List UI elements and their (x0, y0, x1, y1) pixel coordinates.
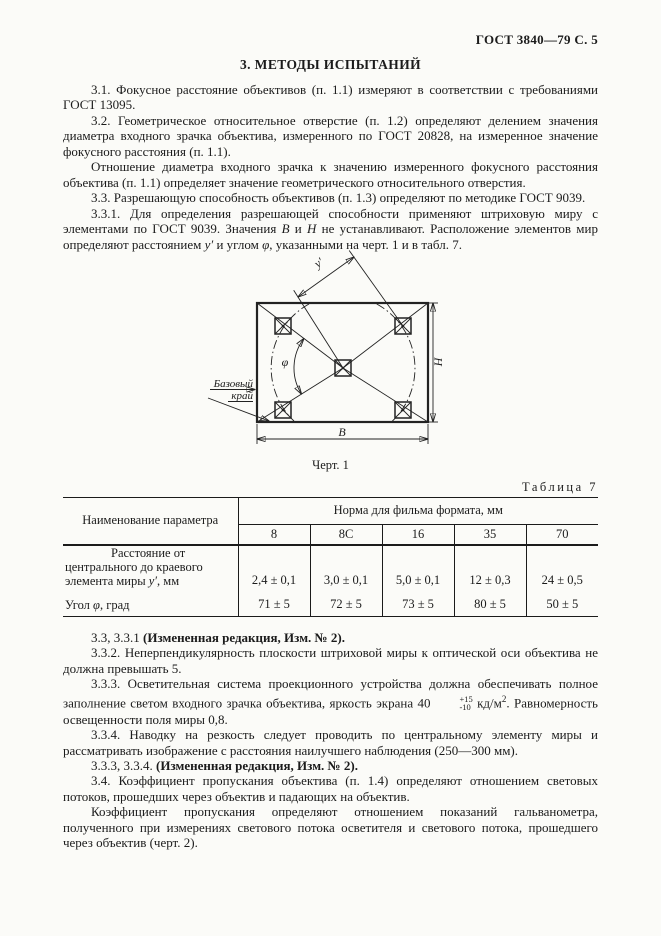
square-exponent: 2 (501, 693, 507, 704)
row-label (63, 545, 238, 591)
param-column-header: Наименование параметра (63, 497, 238, 545)
table-cell: 71 ± 5 (238, 591, 310, 617)
text-run: 3.3.1. Для определения разрешающей способности применяют штриховую миру с элементами по ГОСТ 9039. Значения (63, 205, 598, 237)
text-run: , указанными на черт. 1 и в табл. 7. (269, 236, 462, 252)
paragraph-3-3: 3.3. Разрешающую способность объективов (п. 1.3) определяют по методике ГОСТ 9039. (91, 190, 586, 206)
row-label (63, 591, 238, 617)
width-B-dimension (257, 424, 428, 444)
table-row (63, 545, 598, 591)
symbol-H: H (307, 221, 317, 237)
tolerance-stack (431, 695, 472, 712)
row-label-text: Угол (65, 597, 94, 612)
group-column-header: Норма для фильма формата, мм (238, 497, 598, 524)
paragraph-3-3-4-amendment (63, 758, 598, 773)
amendment-note: (Измененная редакция, Изм. № 2). (156, 757, 358, 773)
table-cell: 3,0 ± 0,1 (310, 545, 382, 591)
text-run: 3.3.3. Осветительная система проекционного устройства должна обеспечивать полное заполнение светом входного зрачка объектива, яркость экрана 40 (63, 676, 598, 711)
phi-label: φ (281, 354, 289, 369)
paragraph-3-1: 3.1. Фокусное расстояние объективов (п. 1.1) измеряют в соответствии с требованиями ГОСТ 13095. (63, 82, 598, 113)
field-arcs (271, 304, 415, 421)
table-cell: 73 ± 5 (382, 591, 454, 617)
row-label-unit: , мм (157, 573, 180, 588)
table-cell: 12 ± 0,3 (454, 545, 526, 591)
paragraph-3-3-2: 3.3.2. Неперпендикулярность плоскости штриховой миры к оптической оси объектива не должна превышать 5. (63, 645, 598, 676)
table-cell: 5,0 ± 0,1 (382, 545, 454, 591)
table-row (63, 591, 598, 617)
figure-caption: Черт. 1 (312, 457, 349, 472)
row-label-text: Расстояние от центрального до краевого элемента миры (65, 545, 203, 588)
mira-element-bottom-left (275, 402, 291, 418)
format-header: 35 (454, 524, 526, 545)
paragraph-3-3-amendment (63, 630, 598, 645)
symbol-B: B (281, 221, 290, 237)
symbol-y-prime: y′ (204, 236, 214, 252)
tolerance-upper: +15 (459, 693, 473, 704)
paragraph-3-2-note: Отношение диаметра входного зрачка к значению измеренного фокусного расстояния объектива (п. 1.1) определяет значение геометрического относительного отверстия. (63, 159, 598, 190)
table-cell: 24 ± 0,5 (541, 572, 583, 587)
paragraph-3-3-4: 3.3.4. Наводку на резкость следует проводить по центральному элементу миры и рассматривать изображение с расстояния наилучшего наблюдения (250—300 мм). (63, 727, 598, 758)
page-content (63, 57, 598, 851)
table-7 (63, 497, 598, 617)
text-run: и (289, 221, 307, 237)
angle-phi-dimension (282, 338, 304, 394)
H-label: H (431, 357, 445, 367)
table-cell: 2,4 ± 0,1 (238, 545, 310, 591)
y-prime-dimension (294, 250, 403, 368)
paragraph-3-3-3 (63, 676, 598, 727)
paragraph-3-2: 3.2. Геометрическое относительное отверстие (п. 1.2) определяют делением значения диаметра входного зрачка объектива, измеренного по ГОСТ 20828, на измеренное значение фокусного расстояния (п. 1.1). (63, 112, 598, 159)
format-header: 8 (238, 524, 310, 545)
table-header-row (63, 497, 598, 524)
base-edge-label-line2: край (231, 389, 253, 402)
amendment-note: (Измененная редакция, Изм. № 2). (143, 629, 345, 645)
text-run: не устанавливают. Расположение элементов мир определяют расстоянием (63, 221, 598, 252)
height-H-dimension (429, 303, 445, 422)
table-cell: 80 ± 5 (454, 591, 526, 617)
running-header: ГОСТ 3840—79 С. 5 (475, 32, 598, 47)
table-cell: 50 ± 5 (546, 596, 579, 611)
tolerance-lower: -10 (459, 702, 471, 713)
symbol-phi: φ (262, 236, 270, 252)
B-label: B (338, 424, 346, 439)
paragraph-3-4-note: Коэффициент пропускания определяют отношением показаний гальванометра, полученного при измерениях светового потока осветителя и светового потока, прошедшего через объектив (черт. 2). (63, 804, 598, 851)
y-prime-label: y′ (311, 254, 326, 271)
row-label-unit: , град (99, 597, 130, 612)
paragraph-3-4: 3.4. Коэффициент пропускания объектива (п. 1.4) определяют отношением световых потоков, прошедших через объектив и падающих на объектив. (63, 773, 598, 804)
paragraph-3-3-1 (63, 206, 598, 252)
section-title: 3. МЕТОДЫ ИСПЫТАНИЙ (239, 57, 421, 72)
format-header: 16 (382, 524, 454, 545)
text-run: кд/м (472, 695, 502, 711)
text-run: 3.3.3, 3.3.4. (91, 757, 156, 773)
format-header: 8С (310, 524, 382, 545)
format-header: 70 (526, 524, 598, 545)
row-label-symbol: y′ (148, 573, 158, 588)
mira-layout-drawing (190, 250, 510, 455)
mira-element-top-left (275, 318, 291, 334)
table-caption: Таблица 7 (522, 479, 598, 494)
row-label-symbol: φ (93, 597, 100, 612)
text-run: . Равномерность освещенности поля миры 0,8. (63, 695, 598, 727)
base-edge-callout (208, 378, 269, 421)
text-run: 3.3, 3.3.1 (91, 629, 143, 645)
table-cell: 72 ± 5 (310, 591, 382, 617)
text-run: и углом (213, 236, 263, 252)
base-edge-label-line1: Базовый (213, 377, 253, 390)
figure-chart-1 (63, 252, 598, 477)
